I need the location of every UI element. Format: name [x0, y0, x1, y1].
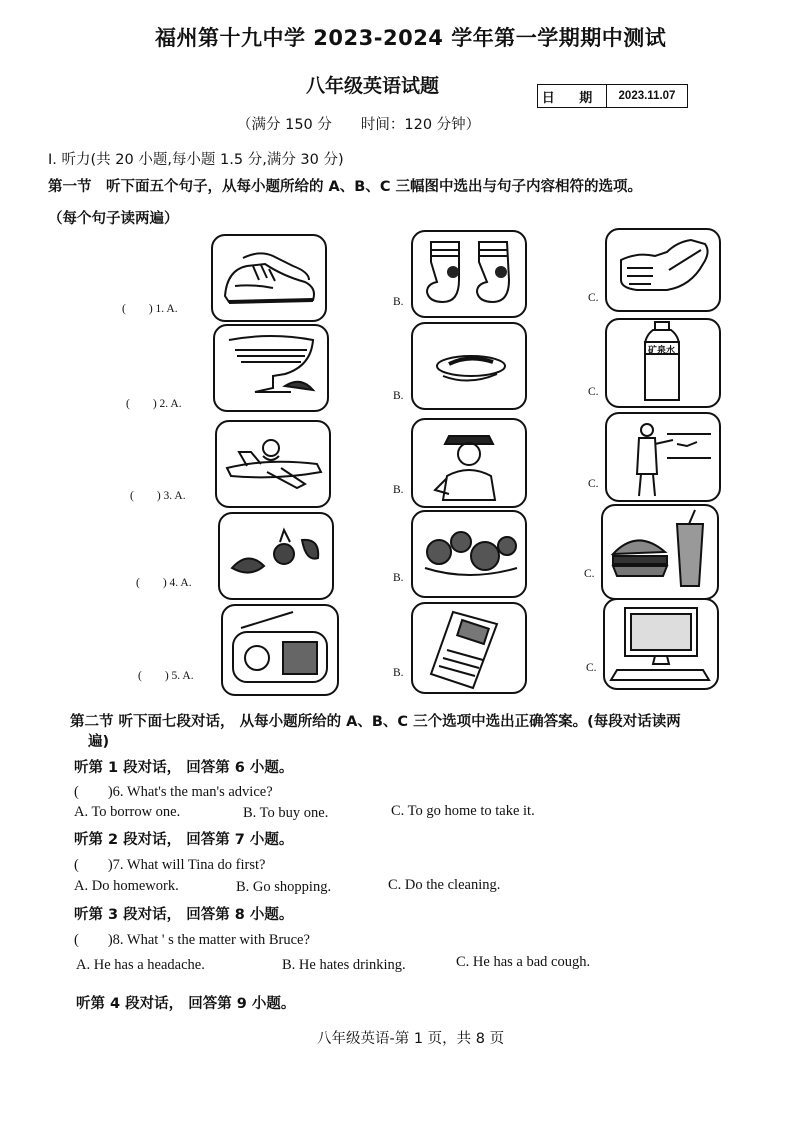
q4-picture-c-hamburger [601, 504, 719, 600]
q2-label-b: B. [393, 390, 404, 402]
q5-picture-c-computer [603, 598, 719, 690]
page-footer: 八年级英语-第 1 页，共 8 页 [317, 1031, 505, 1047]
q1-picture-b-socks [411, 230, 527, 318]
q3-label: ( ) 3. A. [130, 490, 186, 502]
part1-heading: I. 听力(共 20 小题,每小题 1.5 分,满分 30 分) [48, 152, 344, 168]
q4-label-b: B. [393, 572, 404, 584]
q3-picture-c-teacher [605, 412, 721, 502]
section2-instruction-cont: 遍) [88, 734, 110, 750]
q4-label-c: C. [584, 568, 595, 580]
q5-picture-b-phone [411, 602, 527, 694]
q8-option-b: B. He hates drinking. [282, 957, 406, 973]
q2-picture-a-juice [213, 324, 329, 412]
q6-option-a: A. To borrow one. [74, 804, 181, 820]
q3-picture-b-police [411, 418, 527, 508]
q1-picture-c-gloves [605, 228, 721, 312]
q8-option-a: A. He has a headache. [76, 957, 205, 973]
q7-option-b: B. Go shopping. [236, 879, 332, 895]
q7-option-a: A. Do homework. [74, 878, 179, 894]
q3-picture-a-plane [215, 420, 331, 508]
q1-label-c: C. [588, 292, 599, 304]
q1-label-b: B. [393, 296, 404, 308]
date-box [537, 84, 688, 108]
q6-option-b: B. To buy one. [243, 805, 329, 821]
q1-picture-a-sneakers [211, 234, 327, 322]
section1-note: （每个句子读两遍） [48, 211, 179, 227]
q6-option-c: C. To go home to take it. [391, 803, 535, 819]
section1-instruction: 第一节 听下面五个句子，从每小题所给的 A、B、C 三幅图中选出与句子内容相符的选项。 [48, 179, 643, 195]
dialogue4-intro: 听第 4 段对话， 回答第 9 小题。 [76, 996, 296, 1012]
q2-picture-b-dish [411, 322, 527, 410]
q4-label: ( ) 4. A. [136, 577, 192, 589]
bottle-label: 矿泉水 [648, 346, 676, 356]
q6-question: ( )6. What's the man's advice? [74, 784, 273, 800]
dialogue2-intro: 听第 2 段对话， 回答第 7 小题。 [74, 832, 294, 848]
q7-option-c: C. Do the cleaning. [388, 877, 501, 893]
q3-label-c: C. [588, 478, 599, 490]
q2-label-c: C. [588, 386, 599, 398]
q5-label-c: C. [586, 662, 597, 674]
dialogue3-intro: 听第 3 段对话， 回答第 8 小题。 [74, 907, 294, 923]
section2-instruction: 第二节 听下面七段对话， 从每小题所给的 A、B、C 三个选项中选出正确答案。(每段对话读两 [70, 714, 681, 730]
q4-picture-b-fruits [411, 510, 527, 598]
exam-info: （满分 150 分 时间：120 分钟） [237, 117, 481, 133]
date-value: 2023.11.07 [618, 90, 676, 102]
q3-label-b: B. [393, 484, 404, 496]
q8-option-c: C. He has a bad cough. [456, 954, 591, 970]
date-label: 日 期 [538, 85, 607, 107]
q2-label: ( ) 2. A. [126, 398, 182, 410]
exam-subtitle: 八年级英语试题 [306, 75, 440, 97]
exam-title: 福州第十九中学 2023-2024 学年第一学期期中测试 [155, 26, 667, 50]
q7-question: ( )7. What will Tina do first? [74, 857, 266, 873]
q5-label-b: B. [393, 667, 404, 679]
q1-label: ( ) 1. A. [122, 303, 178, 315]
q5-picture-a-radio [221, 604, 339, 696]
q4-picture-a-vegetables [218, 512, 334, 600]
dialogue1-intro: 听第 1 段对话， 回答第 6 小题。 [74, 760, 294, 776]
q5-label: ( ) 5. A. [138, 670, 194, 682]
q2-picture-c-water-bottle [605, 318, 721, 408]
q8-question: ( )8. What ' s the matter with Bruce? [74, 932, 310, 948]
